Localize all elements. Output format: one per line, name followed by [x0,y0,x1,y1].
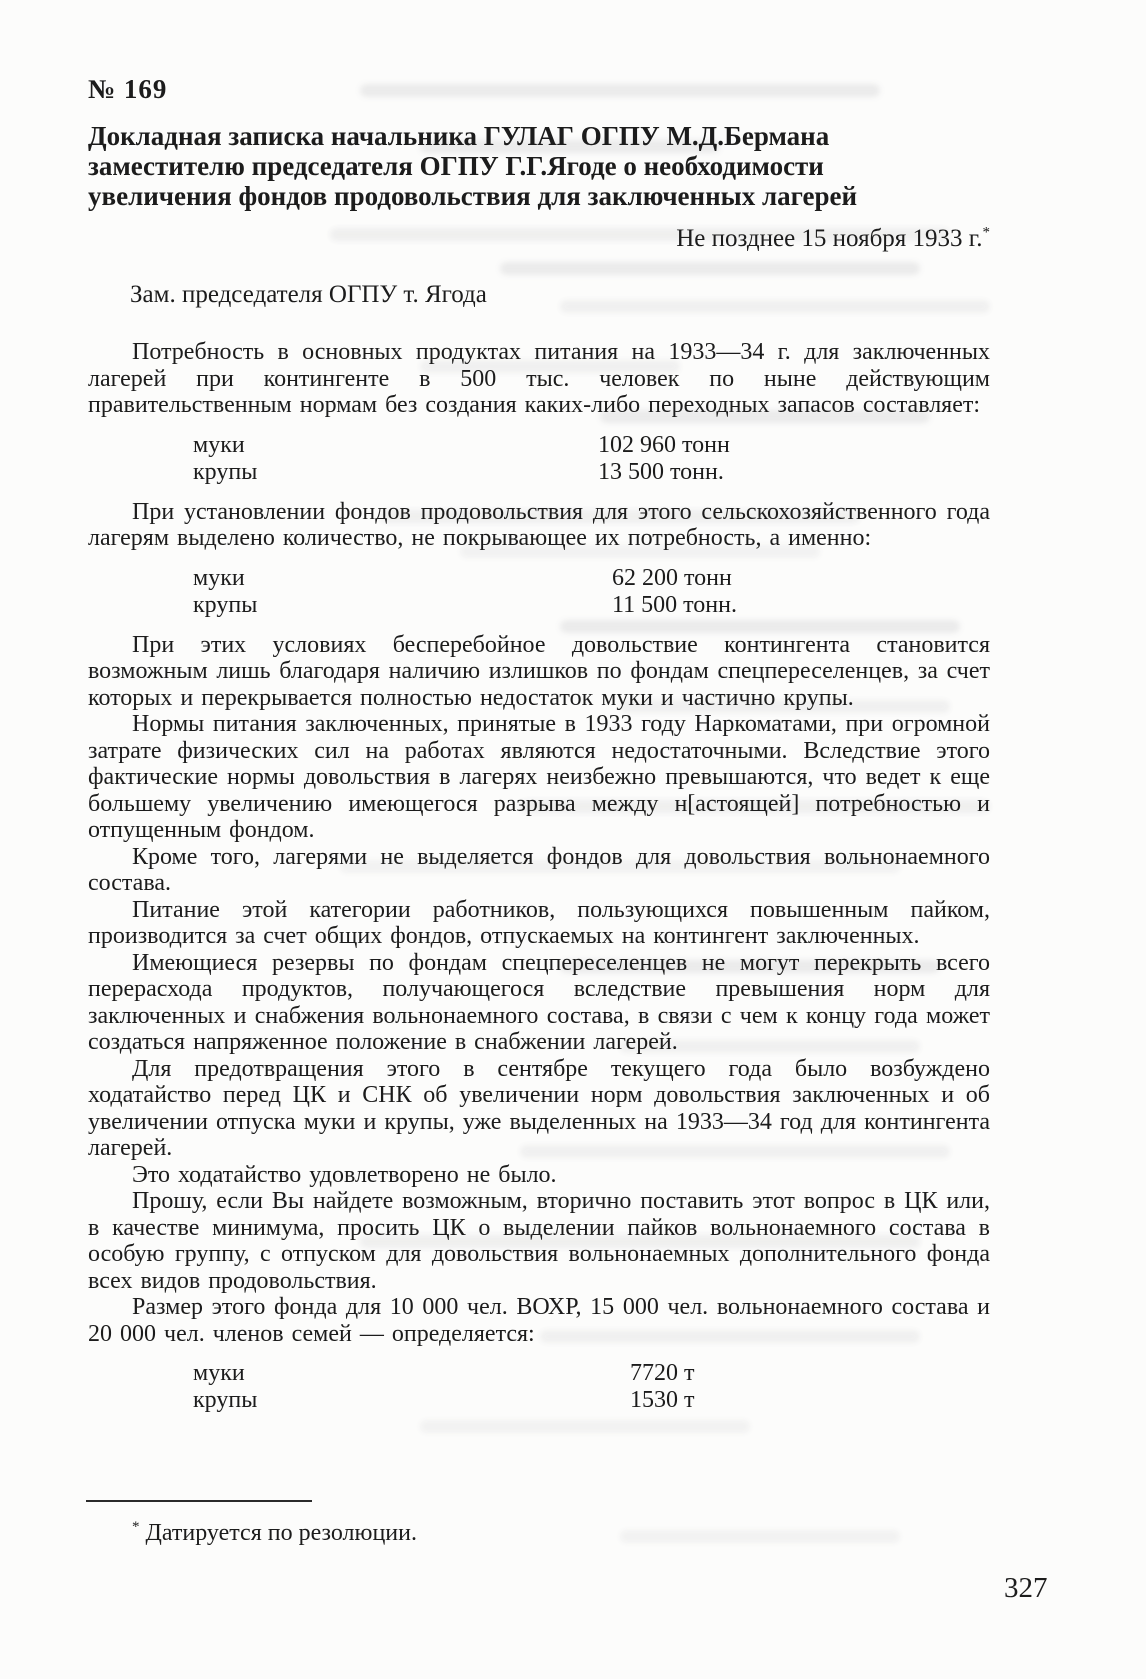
allocated-list [88,565,990,619]
date-text: Не позднее 15 ноября 1933 г. [676,225,983,252]
footnote-marker: * [132,1519,140,1535]
paragraph-rations: Питание этой категории работников, пользующихся повышенным пайком, производится за счет общих фондов, отпускаемых на контингент заключенных. [88,896,990,949]
footnote-separator [86,1500,312,1502]
title-line: увеличения фондов продовольствия для заключенных лагерей [88,181,858,211]
product-amount: 102 960 тонн [598,431,730,458]
footnote-text: Датируется по резолюции. [145,1520,417,1546]
product-label: муки [193,431,245,458]
footnote-block [86,1500,988,1547]
document-number: № 169 [88,74,168,104]
document-body [88,74,990,1427]
paragraph-fund-size: Размер этого фонда для 10 000 чел. ВОХР, 15 000 чел. вольнонаемного состава и 20 000 чел. членов семей — определяется: [88,1294,990,1347]
title-line: Докладная записка начальника ГУЛАГ ОГПУ М.Д.Бермана [88,121,830,151]
title-line: заместителю председателя ОГПУ Г.Г.Ягоде о необходимости [88,151,824,181]
paragraph-conditions: При этих условиях бесперебойное довольствие контингента становится возможным лишь благодаря наличию излишков по фондам спецпереселенцев, за счет которых и перекрывается полностью недостаток муки и частично крупы. [88,631,990,711]
paragraph-norms: Нормы питания заключенных, принятые в 1933 году Наркоматами, при огромной затрате физических сил на работах являются недостаточными. Вследствие этого фактические нормы довольствия в лагерях неизбежно превышаются, что ведет к еще большему увеличению имеющегося разрыва между н[астоящей] потребностью и отпущенным фондом. [88,711,990,843]
footnote [132,1520,988,1547]
paragraph-needs: Потребность в основных продуктах питания на 1933—34 г. для заключенных лагерей при контингенте в 500 тыс. человек по ныне действующим правительственным нормам без создания каких-либо переходных запасов составляет: [88,339,990,418]
list-row [88,1360,990,1387]
product-amount: 62 200 тонн [612,564,732,591]
product-label: крупы [193,591,258,618]
paragraph-request: Прошу, если Вы найдете возможным, вторично поставить этот вопрос в ЦК или, в качестве минимума, просить ЦК о выделении пайков вольнонаемного состава в особую группу, с отпуском для довольствия вольнонаемных дополнительного фонда всех видов продовольствия. [88,1188,990,1294]
list-row [88,565,990,592]
paragraph-civilian-funds: Кроме того, лагерями не выделяется фондов для довольствия вольнонаемного состава. [88,843,990,896]
requirements-list [88,432,990,486]
paragraph-reserves: Имеющиеся резервы по фондам спецпереселенцев не могут перекрыть всего перерасхода продуктов, получающегося вследствие превышения норм для заключенных и снабжения вольнонаемного состава, в связи с чем к концу года может создаться напряженное положение в снабжении лагерей. [88,949,990,1055]
paragraph-petition: Для предотвращения этого в сентябре текущего года было возбуждено ходатайство перед ЦК и СНК об увеличении норм довольствия заключенных и об увеличении отпуска муки и крупы, уже выделенных на 1933—34 год для контингента лагерей. [88,1055,990,1161]
list-row [88,592,990,619]
date-line [88,225,990,253]
product-amount: 11 500 тонн. [612,591,737,618]
product-label: муки [193,1360,245,1386]
list-row [88,1387,990,1414]
product-label: крупы [193,458,258,485]
paragraph-allocation: При установлении фондов продовольствия для этого сельскохозяйственного года лагерям выделено количество, не покрывающее их потребность, а именно: [88,498,990,551]
product-label: крупы [193,1387,258,1413]
list-row [88,459,990,486]
fund-list [88,1360,990,1414]
product-amount: 13 500 тонн. [598,458,724,485]
product-amount: 1530 т [630,1387,695,1413]
document-title [88,121,990,211]
product-label: муки [193,564,245,591]
addressee-line: Зам. председателя ОГПУ т. Ягода [130,281,487,308]
product-amount: 7720 т [630,1360,695,1386]
paragraph-refused: Это ходатайство удовлетворено не было. [132,1161,557,1188]
list-row [88,432,990,459]
date-footnote-marker: * [982,224,990,241]
page-number: 327 [1004,1572,1048,1604]
